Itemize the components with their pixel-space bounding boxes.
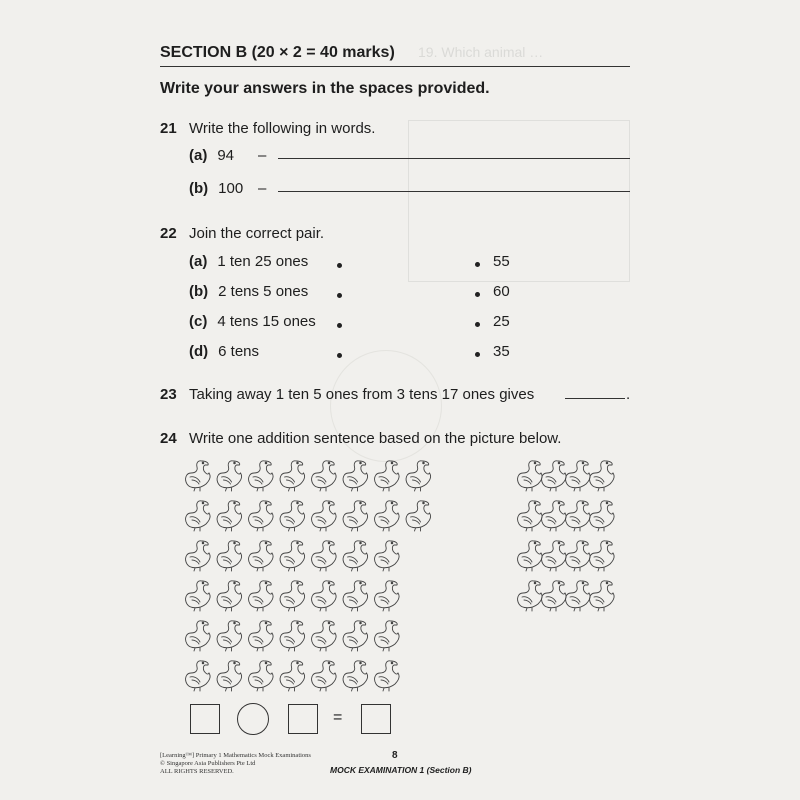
goose-icon: [518, 581, 542, 611]
goose-icon: [518, 461, 542, 491]
goose-icon: [343, 661, 367, 691]
match-left-text: 4 tens 15 ones: [217, 313, 316, 330]
match-left-d: [189, 343, 259, 360]
goose-icon: [249, 661, 273, 691]
section-title: SECTION B (20 × 2 = 40 marks): [160, 44, 630, 67]
goose-icon: [566, 581, 590, 611]
match-dot-right-4[interactable]: [475, 352, 480, 357]
goose-icon: [590, 541, 614, 571]
match-dot-left-c[interactable]: [337, 323, 342, 328]
goose-icon: [343, 581, 367, 611]
goose-icon: [406, 461, 430, 491]
match-dot-left-d[interactable]: [337, 353, 342, 358]
match-right-value: 35: [493, 343, 510, 360]
question-21-text: Write the following in words.: [189, 120, 376, 137]
goose-icon: [312, 661, 336, 691]
goose-picture: [0, 450, 800, 740]
part-label: (b): [189, 283, 209, 300]
goose-icon: [343, 621, 367, 651]
answer-box-2[interactable]: [288, 704, 318, 734]
goose-icon: [590, 501, 614, 531]
answer-line-23[interactable]: [565, 398, 625, 399]
bleed-through-text: 19. Which animal …: [418, 44, 544, 60]
goose-icon: [280, 501, 304, 531]
match-right-value: 25: [493, 313, 510, 330]
answer-dash: –: [258, 147, 267, 164]
part-value: 94: [217, 147, 235, 164]
goose-icon: [343, 541, 367, 571]
equals-sign: =: [333, 709, 343, 726]
goose-icon: [542, 501, 566, 531]
part-value: 100: [218, 180, 244, 197]
part-label: (b): [189, 180, 209, 197]
goose-icon: [249, 461, 273, 491]
match-dot-left-a[interactable]: [337, 263, 342, 268]
exam-label: MOCK EXAMINATION 1 (Section B): [330, 765, 472, 775]
operator-circle[interactable]: [237, 703, 269, 735]
bleed-through-table: [408, 120, 630, 282]
goose-icon: [217, 621, 241, 651]
match-left-c: [189, 313, 316, 330]
goose-icon: [406, 501, 430, 531]
answer-box-1[interactable]: [190, 704, 220, 734]
goose-icon: [343, 501, 367, 531]
goose-icon: [186, 501, 210, 531]
page-number: 8: [392, 750, 398, 761]
goose-icon: [312, 501, 336, 531]
goose-icon: [312, 581, 336, 611]
goose-icon: [217, 581, 241, 611]
match-left-text: 6 tens: [218, 343, 260, 360]
question-21a: [189, 147, 234, 164]
goose-icon: [249, 621, 273, 651]
goose-icon: [249, 581, 273, 611]
goose-icon: [566, 501, 590, 531]
goose-icon: [375, 621, 399, 651]
goose-icon: [312, 541, 336, 571]
match-dot-right-1[interactable]: [475, 262, 480, 267]
question-23-end: .: [626, 386, 631, 403]
goose-icon: [280, 541, 304, 571]
goose-icon: [375, 661, 399, 691]
match-dot-left-b[interactable]: [337, 293, 342, 298]
copyright-footer: [160, 752, 311, 776]
question-23-text: Taking away 1 ten 5 ones from 3 tens 17 ones gives: [189, 386, 535, 403]
answer-box-3[interactable]: [361, 704, 391, 734]
answer-line-21a[interactable]: [278, 158, 630, 159]
instructions: Write your answers in the spaces provided.: [160, 80, 490, 97]
part-label: (d): [189, 343, 209, 360]
match-left-text: 1 ten 25 ones: [217, 253, 309, 270]
question-21b: [189, 180, 243, 197]
goose-icon: [186, 541, 210, 571]
goose-icon: [186, 621, 210, 651]
goose-icon: [375, 501, 399, 531]
match-right-value: 55: [493, 253, 510, 270]
footer-line-1: [Learning™] Primary 1 Mathematics Mock Examinations: [160, 752, 311, 759]
goose-icon: [249, 541, 273, 571]
goose-icon: [566, 461, 590, 491]
goose-icon: [217, 461, 241, 491]
question-22-number: 22: [160, 225, 177, 242]
goose-icon: [590, 581, 614, 611]
question-24-text: Write one addition sentence based on the picture below.: [189, 430, 562, 447]
goose-icon: [249, 501, 273, 531]
footer-line-3: ALL RIGHTS RESERVED.: [160, 768, 234, 775]
match-left-text: 2 tens 5 ones: [218, 283, 309, 300]
footer-line-2: © Singapore Asia Publishers Pte Ltd: [160, 760, 256, 767]
goose-icon: [312, 461, 336, 491]
goose-icon: [186, 461, 210, 491]
answer-dash: –: [258, 180, 267, 197]
goose-icon: [375, 581, 399, 611]
match-dot-right-2[interactable]: [475, 292, 480, 297]
goose-icon: [566, 541, 590, 571]
goose-icon: [343, 461, 367, 491]
part-label: (a): [189, 253, 208, 270]
goose-icon: [518, 501, 542, 531]
goose-icon: [280, 661, 304, 691]
goose-icon: [280, 581, 304, 611]
question-23-number: 23: [160, 386, 177, 403]
goose-icon: [375, 461, 399, 491]
match-left-b: [189, 283, 308, 300]
goose-icon: [280, 621, 304, 651]
goose-icon: [217, 501, 241, 531]
goose-icon: [542, 581, 566, 611]
goose-icon: [186, 581, 210, 611]
goose-icon: [375, 541, 399, 571]
question-24-number: 24: [160, 430, 177, 447]
match-dot-right-3[interactable]: [475, 322, 480, 327]
match-right-value: 60: [493, 283, 510, 300]
question-22-text: Join the correct pair.: [189, 225, 325, 242]
goose-icon: [518, 541, 542, 571]
part-label: (c): [189, 313, 208, 330]
goose-icon: [542, 541, 566, 571]
match-left-a: [189, 253, 308, 270]
goose-icon: [590, 461, 614, 491]
part-label: (a): [189, 147, 208, 164]
goose-icon: [312, 621, 336, 651]
question-21-number: 21: [160, 120, 177, 137]
goose-icon: [186, 661, 210, 691]
goose-icon: [280, 461, 304, 491]
goose-icon: [217, 661, 241, 691]
answer-line-21b[interactable]: [278, 191, 630, 192]
goose-icon: [542, 461, 566, 491]
goose-icon: [217, 541, 241, 571]
